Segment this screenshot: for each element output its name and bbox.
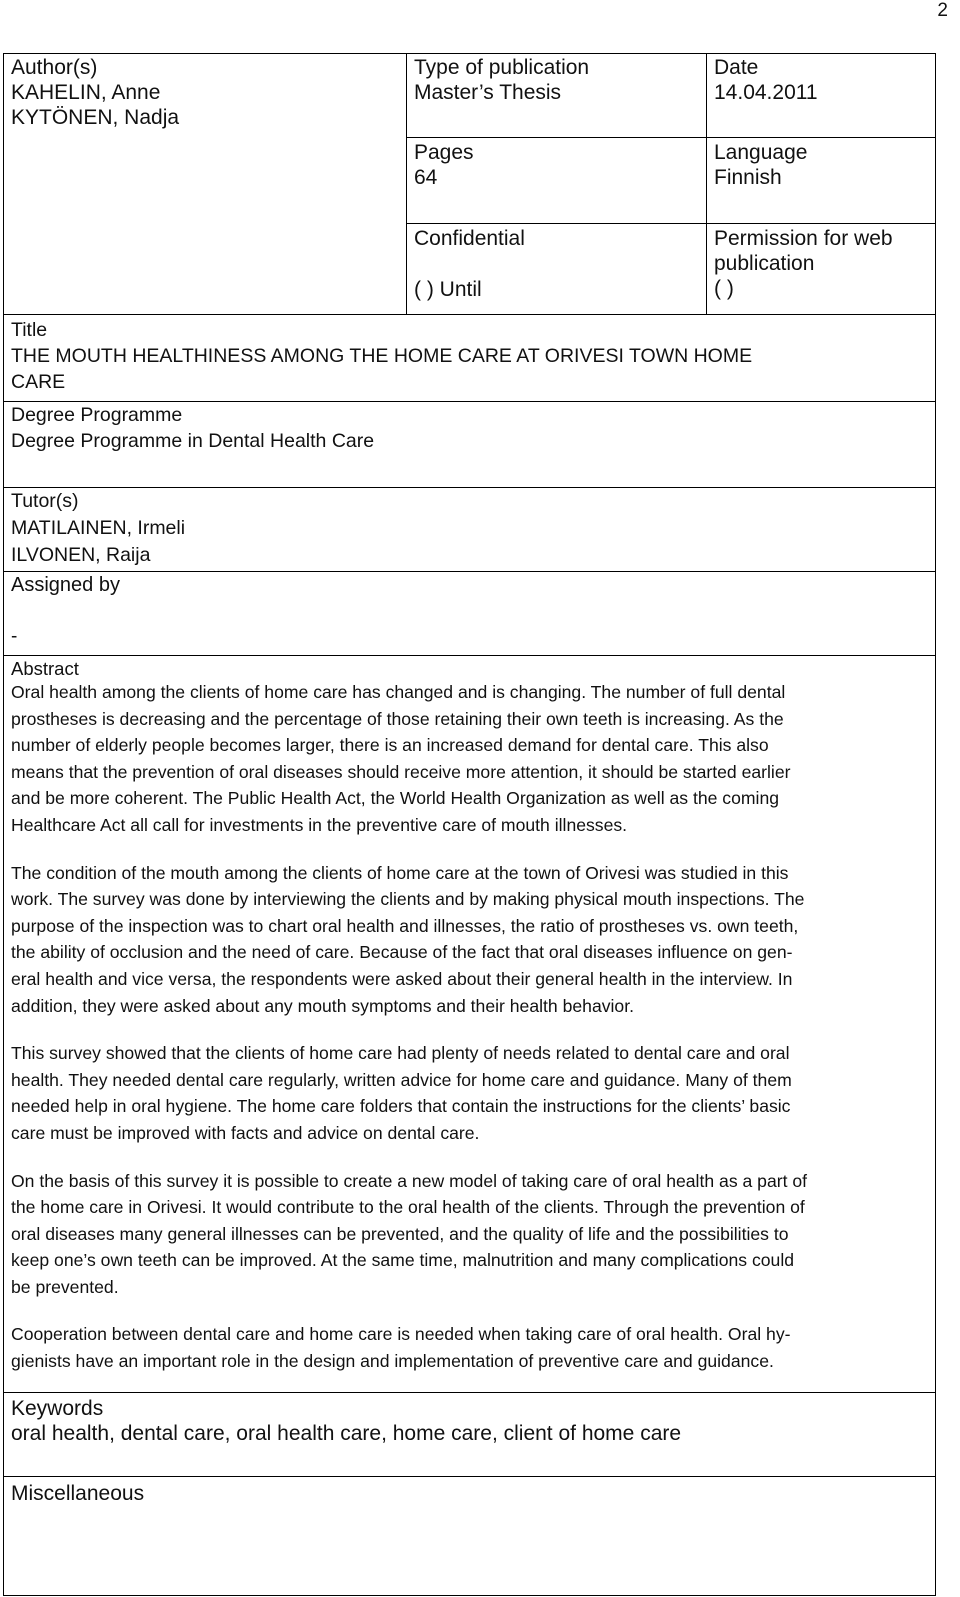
pages-label: Pages bbox=[414, 141, 474, 164]
title-section bbox=[11, 317, 752, 395]
tutors-label: Tutor(s) bbox=[11, 490, 79, 512]
permission-label: publication bbox=[714, 252, 815, 275]
abstract-line: gienists have an important role in the design and implementation of preventive care and guidance. bbox=[11, 1351, 774, 1372]
degree-value: Degree Programme in Dental Health Care bbox=[11, 430, 375, 452]
author-label: Author(s) bbox=[11, 56, 98, 79]
pages-value: 64 bbox=[414, 166, 438, 189]
permission-label: Permission for web bbox=[714, 227, 893, 250]
abstract-line: On the basis of this survey it is possible to create a new model of taking care of oral health as a part of bbox=[11, 1170, 808, 1191]
abstract-line: health. They needed dental care regularly, written advice for home care and guidance. Many of them bbox=[11, 1069, 792, 1090]
publication-type-value: Master’s Thesis bbox=[414, 81, 562, 104]
row-divider-title bbox=[3, 314, 936, 315]
keywords-value: oral health, dental care, oral health care, home care, client of home care bbox=[11, 1422, 682, 1445]
abstract-line: needed help in oral hygiene. The home care folders that contain the instructions for the clients’ basic bbox=[11, 1096, 791, 1117]
keywords-label: Keywords bbox=[11, 1397, 104, 1420]
abstract-label: Abstract bbox=[11, 658, 79, 679]
publication-type-cell bbox=[414, 55, 589, 105]
title-label: Title bbox=[11, 319, 48, 341]
thesis-title-line: CARE bbox=[11, 371, 66, 393]
row-divider-keywords bbox=[3, 1392, 936, 1393]
abstract-line: means that the prevention of oral diseases should receive more attention, it should be started earlier bbox=[11, 761, 791, 782]
row-divider-abstract bbox=[3, 655, 936, 656]
column-divider-1 bbox=[406, 53, 407, 314]
abstract-line: keep one’s own teeth can be improved. At the same time, malnutrition and many complications could bbox=[11, 1250, 795, 1271]
date-cell bbox=[714, 55, 818, 105]
abstract-line: the home care in Orivesi. It would contribute to the oral health of the clients. Through the prevention of bbox=[11, 1197, 805, 1218]
date-label: Date bbox=[714, 56, 759, 79]
abstract-paragraph bbox=[11, 679, 926, 839]
abstract-line: Cooperation between dental care and home care is needed when taking care of oral health. Oral hy- bbox=[11, 1324, 791, 1345]
abstract-line: oral diseases many general illnesses can be prevented, and the quality of life and the possibilities to bbox=[11, 1223, 789, 1244]
abstract-line: and be more coherent. The Public Health Act, the World Health Organization as well as the coming bbox=[11, 788, 780, 809]
pages-cell bbox=[414, 140, 474, 190]
abstract-paragraph bbox=[11, 1040, 926, 1146]
abstract-paragraph bbox=[11, 860, 926, 1020]
abstract-line: work. The survey was done by interviewing the clients and by making physical mouth inspections. The bbox=[11, 889, 805, 910]
abstract-body bbox=[11, 679, 926, 1375]
abstract-line: Oral health among the clients of home care has changed and is changing. The number of full dental bbox=[11, 682, 786, 702]
date-value: 14.04.2011 bbox=[714, 81, 818, 104]
abstract-line: number of elderly people becomes larger, there is an increased demand for dental care. This also bbox=[11, 735, 769, 756]
author-section bbox=[11, 55, 179, 130]
tutors-section bbox=[11, 488, 185, 569]
misc-label: Miscellaneous bbox=[11, 1482, 145, 1505]
degree-section bbox=[11, 402, 374, 454]
row-divider-pages bbox=[406, 137, 936, 138]
confidential-label: Confidential bbox=[414, 227, 525, 250]
permission-cell bbox=[714, 226, 893, 301]
author-name: KAHELIN, Anne bbox=[11, 81, 161, 104]
abstract-paragraph bbox=[11, 1168, 926, 1301]
abstract-line: care must be improved with facts and advice on dental care. bbox=[11, 1122, 480, 1143]
degree-label: Degree Programme bbox=[11, 404, 183, 426]
confidential-value: ( ) Until bbox=[414, 278, 482, 301]
abstract-line: the ability of occlusion and the need of care. Because of the fact that oral diseases influence on gen- bbox=[11, 942, 793, 963]
tutor-name: MATILAINEN, Irmeli bbox=[11, 517, 186, 539]
permission-value: ( ) bbox=[714, 277, 734, 300]
abstract-paragraph bbox=[11, 1321, 926, 1374]
abstract-line: addition, they were asked about any mouth symptoms and their health behavior. bbox=[11, 995, 634, 1016]
row-divider-assigned bbox=[3, 571, 936, 572]
assigned-label: Assigned by bbox=[11, 574, 120, 596]
page-number: 2 bbox=[937, 0, 948, 21]
abstract-line: eral health and vice versa, the respondents were asked about their general health in the interview. In bbox=[11, 968, 793, 989]
assigned-value: - bbox=[11, 626, 18, 647]
language-label: Language bbox=[714, 141, 808, 164]
abstract-line: be prevented. bbox=[11, 1276, 119, 1297]
language-cell bbox=[714, 140, 807, 190]
language-value: Finnish bbox=[714, 166, 782, 189]
column-divider-2 bbox=[706, 53, 707, 314]
row-divider-confidential bbox=[406, 223, 936, 224]
abstract-line: purpose of the inspection was to chart oral health and illnesses, the ratio of prostheses vs. own teeth, bbox=[11, 915, 799, 936]
abstract-line: Healthcare Act all call for investments in the preventive care of mouth illnesses. bbox=[11, 814, 628, 835]
abstract-line: prostheses is decreasing and the percentage of those retaining their own teeth is increasing. As the bbox=[11, 708, 784, 729]
thesis-title-line: THE MOUTH HEALTHINESS AMONG THE HOME CARE AT ORIVESI TOWN HOME bbox=[11, 345, 753, 367]
row-divider-misc bbox=[3, 1476, 936, 1477]
tutor-name: ILVONEN, Raija bbox=[11, 544, 151, 566]
publication-type-label: Type of publication bbox=[414, 56, 590, 79]
abstract-line: The condition of the mouth among the clients of home care at the town of Orivesi was studied in this bbox=[11, 862, 789, 883]
abstract-line: This survey showed that the clients of home care had plenty of needs related to dental care and oral bbox=[11, 1043, 790, 1064]
author-name: KYTÖNEN, Nadja bbox=[11, 106, 180, 129]
